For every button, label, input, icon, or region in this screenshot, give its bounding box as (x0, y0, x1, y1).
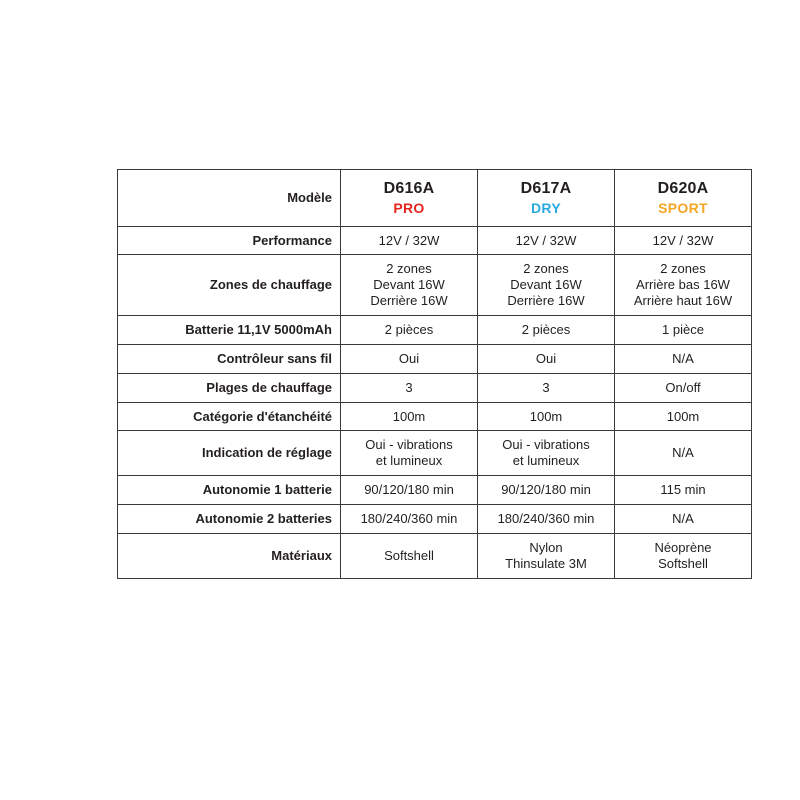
table-row (118, 431, 752, 476)
table-cell (341, 344, 478, 373)
cell-line: 90/120/180 min (364, 482, 454, 498)
table-cell (615, 476, 752, 505)
table-cell (615, 226, 752, 255)
cell-line: 1 pièce (662, 322, 704, 338)
cell-line: N/A (672, 350, 694, 366)
row-label: Batterie 11,1V 5000mAh (118, 316, 341, 345)
table-cell (478, 344, 615, 373)
cell-line: 12V / 32W (515, 232, 577, 248)
table-row (118, 226, 752, 255)
cell-line: Néoprène (654, 539, 712, 555)
table-cell (615, 373, 752, 402)
table-row (118, 476, 752, 505)
cell-line: 12V / 32W (378, 232, 440, 248)
row-label: Contrôleur sans fil (118, 344, 341, 373)
model-code: D616A (383, 180, 435, 197)
cell-line: 100m (392, 408, 426, 424)
table-row (118, 402, 752, 431)
cell-line: Nylon (529, 539, 563, 555)
row-label: Plages de chauffage (118, 373, 341, 402)
cell-line: 100m (529, 408, 563, 424)
cell-line: Arrière haut 16W (633, 293, 733, 309)
table-row (118, 255, 752, 316)
cell-line: Devant 16W (373, 277, 445, 293)
table-cell (341, 373, 478, 402)
cell-line: et lumineux (375, 453, 443, 469)
table-cell (478, 255, 615, 316)
cell-line: N/A (672, 511, 694, 527)
cell-line: Oui - vibrations (365, 437, 453, 453)
row-label: Autonomie 1 batterie (118, 476, 341, 505)
model-variant: PRO (393, 199, 425, 216)
cell-line: Oui (398, 350, 420, 366)
model-column-header (341, 170, 478, 227)
cell-line: 2 zones (660, 261, 706, 277)
cell-line: 2 pièces (521, 322, 571, 338)
table-cell (615, 255, 752, 316)
row-label: Performance (118, 226, 341, 255)
table-body (118, 170, 752, 579)
model-column-header (615, 170, 752, 227)
product-comparison-table (117, 169, 752, 579)
table-row (118, 505, 752, 534)
model-code: D617A (520, 180, 572, 197)
cell-line: Arrière bas 16W (636, 277, 730, 293)
table-row (118, 344, 752, 373)
table-cell (615, 402, 752, 431)
cell-line: 2 zones (386, 261, 432, 277)
cell-line: Softshell (384, 547, 434, 563)
spec-table-container (117, 169, 733, 579)
cell-line: et lumineux (512, 453, 580, 469)
table-cell (341, 431, 478, 476)
table-cell (478, 533, 615, 578)
cell-line: 2 pièces (384, 322, 434, 338)
cell-line: 115 min (660, 482, 706, 498)
row-label: Catégorie d'étanchéité (118, 402, 341, 431)
cell-line: Derrière 16W (507, 293, 585, 309)
table-cell (341, 505, 478, 534)
table-cell (341, 533, 478, 578)
table-row (118, 373, 752, 402)
cell-line: 100m (666, 408, 700, 424)
row-label: Indication de réglage (118, 431, 341, 476)
model-variant: SPORT (658, 199, 708, 216)
header-row-label: Modèle (118, 170, 341, 227)
table-cell (615, 344, 752, 373)
cell-line: Oui - vibrations (502, 437, 590, 453)
table-row (118, 316, 752, 345)
cell-line: Thinsulate 3M (505, 555, 587, 571)
table-cell (478, 402, 615, 431)
cell-line: On/off (665, 379, 701, 395)
table-cell (478, 226, 615, 255)
table-cell (341, 226, 478, 255)
table-cell (478, 505, 615, 534)
cell-line: 3 (405, 379, 413, 395)
cell-line: Devant 16W (510, 277, 582, 293)
model-code: D620A (657, 180, 709, 197)
table-cell (478, 373, 615, 402)
row-label: Zones de chauffage (118, 255, 341, 316)
cell-line: 180/240/360 min (497, 511, 595, 527)
table-cell (478, 476, 615, 505)
table-cell (341, 402, 478, 431)
table-cell (615, 505, 752, 534)
table-cell (615, 533, 752, 578)
table-cell (615, 316, 752, 345)
cell-line: N/A (672, 445, 694, 461)
model-column-header (478, 170, 615, 227)
cell-line: 3 (542, 379, 550, 395)
table-cell (478, 316, 615, 345)
cell-line: Softshell (658, 555, 708, 571)
cell-line: Oui (535, 350, 557, 366)
table-cell (478, 431, 615, 476)
table-cell (341, 255, 478, 316)
cell-line: Derrière 16W (370, 293, 448, 309)
cell-line: 2 zones (523, 261, 569, 277)
table-cell (341, 316, 478, 345)
model-variant: DRY (531, 199, 561, 216)
table-cell (615, 431, 752, 476)
cell-line: 12V / 32W (652, 232, 714, 248)
cell-line: 180/240/360 min (360, 511, 458, 527)
table-row (118, 533, 752, 578)
row-label: Autonomie 2 batteries (118, 505, 341, 534)
table-header-row (118, 170, 752, 227)
cell-line: 90/120/180 min (501, 482, 591, 498)
row-label: Matériaux (118, 533, 341, 578)
table-cell (341, 476, 478, 505)
